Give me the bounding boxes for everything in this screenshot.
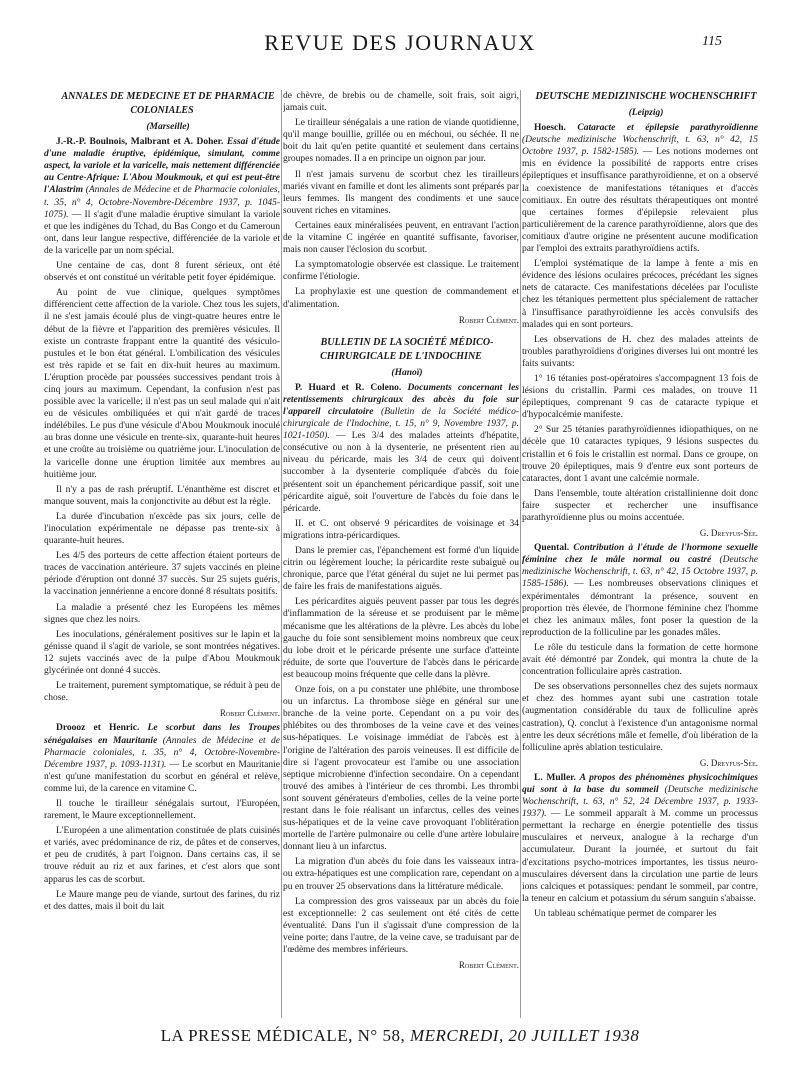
journal-name: DEUTSCHE MEDIZINISCHE WOCHENSCHRIFT — [535, 91, 757, 102]
article-heading: L. Muller. A propos des phénomènes physicochimiques qui sont à la base du sommeil (Deutsche medizinische Wochenschrift, t. 63, n° 52, 24 Décembre 1937, p. 1933-1937). — Le sommeil apparaît à M. comme un processus permettant la recharge en énergie potentielle des tissus musculaires et nerveux, analogue à la recharge d'un accumulateur. Durant la journée, et surtout du fait d'excitations psycho-motrices importantes, les tissus neuro-musculaires déversent dans la circulation une partie de leurs ions calciques et potassiques: pendant le sommeil, par contre, la teneur en calcium et potassium du sérum sanguin s'abaisse. — [522, 772, 758, 904]
article-title: Cataracte et épilepsie parathyroïdienne — [577, 123, 758, 134]
article-reference: (Deutsche medizinische Wochenschrift, t. 63, n° 42, 15 Octobre 1937, p. 1585-1586). — [522, 555, 758, 590]
column-rule — [281, 90, 282, 1018]
body-paragraph: De ses observations personnelles chez des sujets normaux et chez des hommes ayant subi une castration totale (augmentation considérable du taux de folliculine après castration), Q. conclut à l'existence d'un antagonisme normal entre les deux sécrétions mâle et femelle, d'où libération de la folliculine après ablation testiculaire. — [522, 682, 758, 753]
body-paragraph: La durée d'incubation n'excède pas six jours, celle de l'inoculation expérimentale ne dépasse pas trente-six à quarante-huit heures. — [44, 511, 280, 547]
article-heading: Hoesch. Cataracte et épilepsie parathyroïdienne (Deutsche medizinische Wochenschrift, t. 63, n° 42, 15 Octobre 1937, p. 1582-1585). — Les notions modernes ont mis en évidence la possibilité de rapports entre crises épileptiques et insuffisance parathyroïdienne, et on a observé la coexistence de manifestations tétaniques et d'accès comitiaux. En outre des résultats thérapeutiques ont montré que certaines formes d'épilepsie relevaient plus particulièrement de la carence parathyroïdienne, alors que des comitiaux d'autre origine ne présentent aucune modification par l'emploi des extraits parathyroïdiens actifs. — [522, 123, 758, 255]
body-paragraph: Certaines eaux minéralisées peuvent, en entravant l'action de la vitamine C ingérée en quantité suffisante, favoriser, mais non causer l'éclosion du scorbut. — [283, 220, 519, 256]
body-paragraph: Il n'y a pas de rash préruptif. L'énanthème est discret et manque souvent, mais la conjonctivite au début est la règle. — [44, 484, 280, 507]
body-paragraph: Les observations de H. chez des malades atteints de troubles parathyroïdiens d'origines diverses lui ont montré les faits suivants: — [522, 334, 758, 369]
body-paragraph: La migration d'un abcès du foie dans les vaisseaux intra- ou extra-hépatiques est une complication rare, cependant on a pu en trouver 25 observations dans la littérature médicale. — [283, 857, 519, 892]
body-paragraph: Dans le premier cas, l'épanchement est formé d'un liquide citrin ou légèrement louche; la péricardite reste subaiguë ou chronique, parce que l'état général du sujet ne lui permet pas de faire les frais de manifestations aiguës. — [283, 546, 519, 593]
journal-city: (Marseille) — [146, 122, 190, 132]
article-title: Documents concernant les retentissements chirurgicaux des abcès du foie sur l'appareil circulatoire — [283, 382, 519, 417]
body-paragraph: Le Maure mange peu de viande, surtout des farines, du riz et des dattes, mais il boit du lait — [44, 889, 280, 912]
article-authors: P. Huard et R. Coleno. — [295, 382, 402, 393]
article-text: — Les 3/4 des malades atteints d'hépatite, consécutive ou non à la dysenterie, ne présentent rien au niveau du péricarde, mais les 3/4 de ceux qui doivent succomber à la dysenterie compliquée d'abcès du foie présentent soit un épanchement péricardique passif, soit une péricardite aiguë, soit l'ouverture de l'abcès du foie dans le péricarde. — [283, 431, 519, 514]
article-heading — [44, 722, 280, 795]
article-authors: J.-R.-P. Boulnois, Malbrant et A. Doher. — [56, 137, 224, 148]
body-paragraph: La prophylaxie est une question de commandement et d'alimentation. — [283, 287, 519, 310]
body-paragraph: 1° 16 tétanies post-opératoires s'accompagnent 13 fois de lésions du cristallin. Parmi ces malades, on trouve 11 épileptiques, comprenant 9 cas de cataracte typique et d'hypocalcémie manifeste. — [522, 373, 758, 421]
body-paragraph: Il touche le tirailleur sénégalais surtout, l'Européen, rarement, le Maure exceptionnellement. — [44, 798, 280, 822]
article-signature: Robert Clément. — [458, 960, 519, 971]
article-reference: (Bulletin de la Société médico-chirurgicale de l'Indochine, t. 15, n° 9, Novembre 1937, p. 1021-1050). — [283, 406, 519, 442]
article-heading — [44, 136, 280, 257]
body-paragraph: Au point de vue clinique, quelques symptômes différencient cette affection de la variole. Chez tous les sujets, il ne s'est jamais écoulé plus de vingt-quatre heures entre le début de la fièvre et l'apparition des premières vésicules. Il existe un contraste frappant entre la quantité des vésiculo-pustules et le bon état général. L'ombilication des vésicules est très rapide et se fait en dix-huit heures au maximum. L'éruption procède par poussées successives pendant trois à cinq jours au maximum. Cependant, la confusion n'est pas possible avec la varicelle; il n'est pas un seul malade qui n'ait eu de vésicules ombiliquées et qui n'ait gardé de traces indélébiles. Le pus d'une vésicule d'Abou Moukmouk inoculé au bras donne une vésicule en trente-six, quarante-huit heures et une croûte au troisième ou quatrième jour. L'inoculation de la varicelle donne une éruption limitée aux membres au huitième jour. — [44, 288, 280, 480]
article-signature: G. Dreyfus-Sée. — [699, 757, 758, 768]
journal-name: BULLETIN DE LA SOCIÉTÉ MÉDICO-CHIRURGICALE DE L'INDOCHINE — [320, 336, 494, 362]
body-paragraph: 2° Sur 25 tétanies parathyroïdiennes idiopathiques, on ne décèle que 10 cataractes typiques, 9 lésions suspectes du cristallin et 6 fois le cristallin est normal. Dans ce groupe, on trouve 20 épileptiques, mais 9 d'entre eux sont porteurs de cataractes, dont 1 avant une calcémie normale. — [522, 425, 758, 484]
body-paragraph: Les 4/5 des porteurs de cette affection étaient porteurs de traces de vaccination antérieure. 37 sujets vaccinés en pleine période d'éruption ont donné 37 succès. Sur 25 sujets guéris, la vaccination jennérienne a encore donné 8 résultats positifs. — [44, 551, 280, 598]
article-authors: Quental. — [534, 543, 570, 554]
footer-publication: LA PRESSE MÉDICALE, N° 58, — [160, 1026, 406, 1045]
article-signature: G. Dreyfus-Sée. — [699, 528, 758, 539]
journal-name: ANNALES DE MEDECINE ET DE PHARMACIE COLONIALES — [61, 91, 275, 116]
body-paragraph: II. et C. ont observé 9 péricardites de voisinage et 34 migrations intra-péricardiques. — [283, 518, 519, 541]
article-authors: L. Muller. — [534, 772, 576, 783]
journal-city: (Leipzig) — [628, 108, 664, 118]
body-paragraph: Une centaine de cas, dont 8 furent sérieux, ont été observés et ont constitué un véritable petit foyer épidémique. — [44, 261, 280, 284]
column-3 — [522, 90, 758, 1018]
column-2 — [283, 90, 519, 1018]
body-paragraph: Le tirailleur sénégalais a une ration de viande quotidienne, qu'il mange bouillie, grillée ou en méchoui, ou séchée. Il ne boit du lait qu'en petite quantité et seulement dans certains groupes nomades. Il a en principe un oignon par jour. — [283, 118, 519, 165]
article-signature: Robert Clément. — [458, 314, 519, 325]
column-rule — [520, 90, 521, 1018]
body-paragraph: L'emploi systématique de la lampe à fente a mis en évidence des lésions oculaires précoces, précédant les signes nets de cataracte. Ces manifestations décelées par l'oculiste chez les tétaniques permettent plus spécialement de rattacher à l'insuffisance parathyroïdienne les accès convulsifs des malades qui en sont porteurs. — [522, 259, 758, 330]
running-header — [78, 30, 722, 58]
body-paragraph: Il n'est jamais survenu de scorbut chez les tirailleurs mariés vivant en famille et dont les aliments sont préparés par leurs femmes. Ils mangent des condiments et une sauce souvent riches en vitamines. — [283, 169, 519, 216]
body-paragraph: Les inoculations, généralement positives sur le lapin et la génisse quand il s'agit de variole, se sont montrées négatives. 12 sujets vaccinés avec de la pulpe d'Abou Moukmouk glycérinée ont donné 4 succès. — [44, 629, 280, 677]
body-paragraph: La maladie a présenté chez les Européens les mêmes signes que chez les noirs. — [44, 602, 280, 625]
body-paragraph: La compression des gros vaisseaux par un abcès du foie est exceptionnelle: 2 cas seulement ont été cités de cette éventualité. Dans l'un il s'agissait d'une compression de la veine porte; dans l'autre, de la veine cave, se traduisant par de l'œdème des membres inférieurs. — [283, 896, 519, 955]
article-signature: Robert Clément. — [219, 708, 280, 719]
body-paragraph: L'Européen a une alimentation constituée de plats cuisinés et variés, avec prédominance de riz, de pâtes et de conserves, et peu de crudités, à part l'oignon. Dans certains cas, il se trouve réduit au riz et aux farines, et c'est alors que sont apparus les cas de scorbut. — [44, 826, 280, 885]
body-paragraph: La symptomatologie observée est classique. Le traitement confirme l'étiologie. — [283, 260, 519, 283]
article-reference: (Deutsche medizinische Wochenschrift, t. 63, n° 42, 15 Octobre 1937, p. 1582-1585). — [522, 135, 758, 158]
article-text: — Le scorbut en Mauritanie n'est qu'une manifestation du scorbut en général et relève, comme lui, de la carence en vitamine C. — [44, 759, 280, 794]
body-paragraph: Un tableau schématique permet de comparer les — [534, 908, 717, 919]
page-footer — [0, 1026, 800, 1046]
article-title: Essai d'étude d'une maladie éruptive, épidémique, simulant, comme aspect, la variole et la varicelle, mais nettement différenciée au Centre-Afrique: L'Abou Moukmouk, et qui est peut-être l'Alastrim — [44, 137, 280, 196]
article-text: — Le sommeil apparaît à M. comme un processus permettant la recharge en énergie potentielle des tissus musculaires et nerveux, analogue à la recharge d'un accumulateur. — [522, 809, 758, 856]
body-paragraph: Onze fois, on a pu constater une phlébite, une thrombose ou un infarctus. La thrombose siège en général sur une branche de la veine porte. Cependant on a pu voir des phlébites ou des thromboses de la veine cave et des veines sus-hépatiques. Le voisinage immédiat de l'abcès est à l'origine de l'altération des parois veineuses. Il est difficile de dire si l'agent provocateur est l'amibe ou une association septique microbienne d'infection secondaire. On a cependant trouvé des amibes à l'intérieur de ces thrombi. Les thrombi sont souvent générateurs d'embolies, celles de la veine porte restant dans le foie réalisant un infarctus, celles des veines sus-hépatiques et de la veine cave provoquant l'oblitération mortelle de l'artère pulmonaire ou celle d'une artère lobulaire donnant lieu à un infarctus. — [283, 685, 519, 853]
journal-city: (Hanoï) — [391, 367, 423, 378]
column-1 — [44, 90, 280, 1018]
article-heading — [283, 382, 519, 515]
article-text: — Il s'agit d'une maladie éruptive simulant la variole et que les indigènes du Tchad, du Bas Congo et du Cameroun ont, dans leur langue respective, différenciée de la variole et de la varicelle par un nom spécial. — [44, 209, 280, 256]
body-paragraph: Le rôle du testicule dans la formation de cette hormone avait été démontré par Zondek, qui montra la chute de la concentration folliculaire après castration. — [522, 642, 758, 678]
article-title: Contribution à l'étude de l'hormone sexuelle féminine chez le mâle normal ou castré — [522, 543, 758, 566]
article-reference: (Annales de Médecine et de Pharmacie coloniales, t. 35, n° 4, Octobre-Novembre-Décembre 1937, p. 1045-1075). — [44, 185, 280, 220]
article-text: — Les notions modernes ont mis en évidence la possibilité de rapports entre crises épileptiques et insuffisance parathyroïdienne, et on a observé la coexistence de manifestations tétaniques et d'accès comitiaux. — [522, 147, 758, 206]
article-title: A propos des phénomènes physicochimiques qui sont à la base du sommeil — [522, 772, 758, 795]
body-paragraph: Dans l'ensemble, toute altération cristallinienne doit donc faire suspecter et rechercher une insuffisance parathyroïdienne plus ou moins accentuée. — [522, 488, 758, 523]
section-title: REVUE DES JOURNAUX — [264, 30, 536, 55]
page-number: 115 — [702, 34, 722, 49]
article-reference: (Deutsche medizinische Wochenschrift, t. 63, n° 52, 24 Décembre 1937, p. 1933-1937). — [522, 784, 758, 820]
article-title: Le scorbut dans les Troupes sénégalaises en Mauritanie — [44, 723, 280, 746]
body-paragraph: Le traitement, purement symptomatique, se réduit à peu de chose. — [44, 681, 280, 704]
body-paragraph: Les péricardites aiguës peuvent passer par tous les degrés d'inflammation de la séreuse et se produisent par le même mécanisme que les altérations de la plèvre. Les abcès du lobe gauche du foie sont sensiblement moins nombreux que ceux du lobe droit et le péricarde présente une surface d'atteinte réduite, de sorte que l'ouverture de l'abcès dans le péricarde est beaucoup moins fréquente que celle dans la plèvre. — [283, 597, 519, 680]
footer-date: MERCREDI, 20 JUILLET 1938 — [409, 1026, 640, 1045]
article-authors: Hoesch. — [534, 123, 566, 134]
article-reference: (Annales de Médecine et de Pharmacie coloniales, t. 35, n° 4, Octobre-Novembre-Décembre 1937, p. 1093-1131). — [44, 735, 280, 770]
article-text: — Les nombreuses observations cliniques et expérimentales démontrant la présence, souvent en proportion très élevée, de l'hormone féminine chez l'homme et chez les animaux mâles, font poser la question de la reproduction de la folliculine par les gonades mâles. — [522, 579, 758, 638]
article-authors: Droooz et Henric. — [56, 723, 140, 734]
body-paragraph: de chèvre, de brebis ou de chamelle, soit frais, soit aigri, jamais cuit. — [283, 91, 519, 114]
article-heading — [522, 542, 758, 639]
